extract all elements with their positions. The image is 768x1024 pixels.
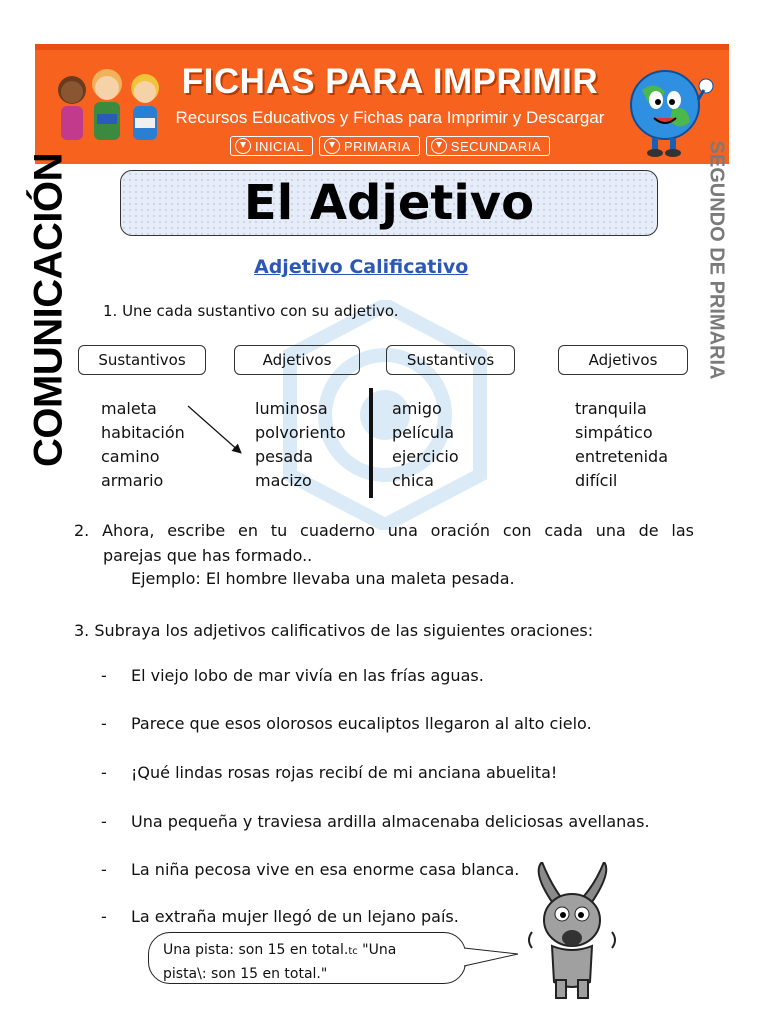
- header-adjetivos-1: Adjetivos: [234, 345, 360, 375]
- download-icon: [235, 138, 251, 154]
- word-item: maleta: [101, 399, 157, 418]
- exercise1-instruction: 1. Une cada sustantivo con su adjetivo.: [103, 302, 399, 320]
- word-item: armario: [101, 471, 164, 490]
- section-subtitle: Adjetivo Calificativo: [254, 256, 469, 278]
- exercise2-line2: parejas que has formado..: [103, 546, 313, 565]
- link-inicial[interactable]: INICIAL: [230, 136, 313, 156]
- sentence-item: - Una pequeña y traviesa ardilla almacenaba deliciosas avellanas.: [101, 812, 650, 831]
- site-title: FICHAS PARA IMPRIMIR: [181, 62, 599, 101]
- header-sustantivos-2: Sustantivos: [386, 345, 515, 375]
- word-item: pesada: [255, 447, 314, 466]
- level-links: [170, 134, 610, 158]
- sentence-item: - La extraña mujer llegó de un lejano país.: [101, 907, 459, 926]
- match-arrow-icon: [180, 400, 250, 465]
- worksheet-title: El Adjetivo: [243, 175, 535, 231]
- download-icon: [431, 138, 447, 154]
- nouns-column-2: [392, 397, 459, 493]
- word-item: chica: [392, 471, 434, 490]
- download-icon: [324, 138, 340, 154]
- worksheet-title-box: [120, 170, 658, 236]
- header-sustantivos-1: Sustantivos: [78, 345, 206, 375]
- exercise3-instruction: 3. Subraya los adjetivos calificativos de las siguientes oraciones:: [74, 621, 594, 640]
- header-adjetivos-2: Adjetivos: [558, 345, 688, 375]
- word-item: macizo: [255, 471, 312, 490]
- sentence-item: - Parece que esos olorosos eucaliptos llegaron al alto cielo.: [101, 714, 592, 733]
- header-banner: [35, 44, 729, 164]
- kids-illustration-icon: [47, 58, 177, 158]
- nouns-column-1: [101, 397, 185, 493]
- word-item: entretenida: [575, 447, 668, 466]
- adjectives-column-2: [575, 397, 668, 493]
- column-divider: [369, 388, 373, 498]
- word-item: simpático: [575, 423, 653, 442]
- adjectives-column-1: [255, 397, 346, 493]
- link-primaria[interactable]: PRIMARIA: [319, 136, 420, 156]
- word-item: película: [392, 423, 455, 442]
- link-secundaria[interactable]: SECUNDARIA: [426, 136, 550, 156]
- sentence-item: - ¡Qué lindas rosas rojas recibí de mi anciana abuelita!: [101, 763, 558, 782]
- word-item: tranquila: [575, 399, 647, 418]
- dog-illustration-icon: [512, 862, 632, 1002]
- grade-label: SEGUNDO DE PRIMARIA: [705, 140, 728, 380]
- word-item: amigo: [392, 399, 442, 418]
- word-item: camino: [101, 447, 160, 466]
- word-item: luminosa: [255, 399, 328, 418]
- word-item: habitación: [101, 423, 185, 442]
- exercise2-example: Ejemplo: El hombre llevaba una maleta pesada.: [131, 569, 515, 588]
- word-item: ejercicio: [392, 447, 459, 466]
- exercise2-line1: 2. Ahora, escribe en tu cuaderno una oración con cada una de las: [74, 521, 694, 540]
- word-item: difícil: [575, 471, 618, 490]
- sentence-item: - El viejo lobo de mar vivía en las frías aguas.: [101, 666, 484, 685]
- subject-label: COMUNICACIÓN: [26, 153, 71, 467]
- sentence-item: - La niña pecosa vive en esa enorme casa blanca.: [101, 860, 520, 879]
- site-subtitle: Recursos Educativos y Fichas para Imprimir y Descargar: [175, 108, 605, 127]
- word-item: polvoriento: [255, 423, 346, 442]
- hint-speech-bubble: Una pista: son 15 en total.tc "Una pista\: son 15 en total.": [148, 932, 466, 984]
